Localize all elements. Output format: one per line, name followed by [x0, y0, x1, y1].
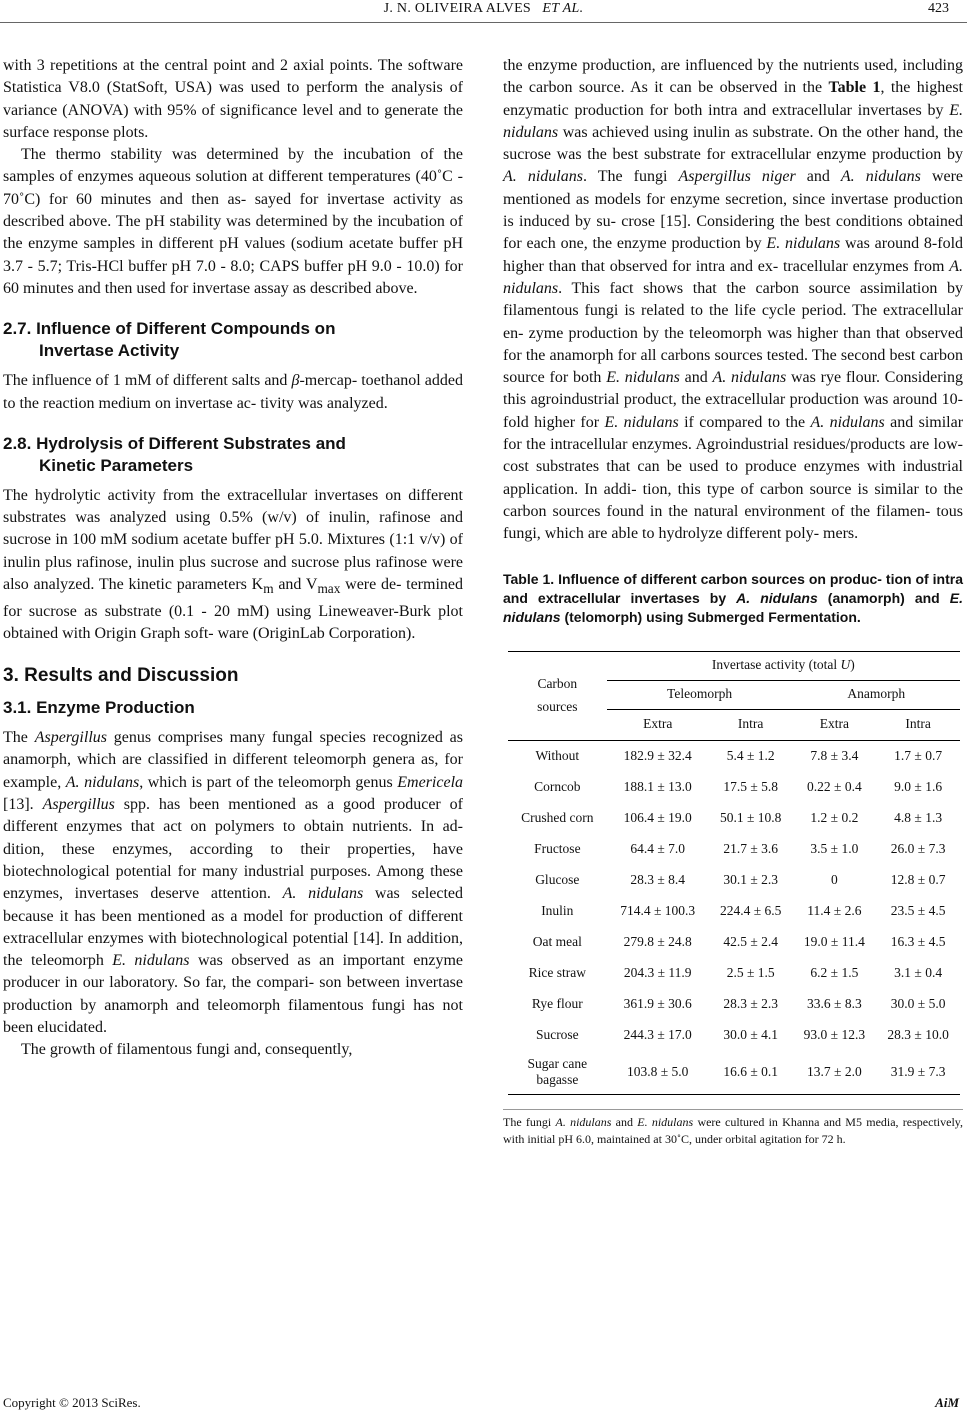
section-heading-3-1: 3.1. Enzyme Production: [3, 698, 195, 718]
cell-source: Crushed corn: [521, 809, 594, 825]
cell-t-extra: 279.8 ± 24.8: [623, 933, 692, 949]
table-row: [508, 989, 960, 1020]
table-row: [508, 740, 960, 772]
invertase-table: [508, 651, 960, 1096]
section-heading-3: 3. Results and Discussion: [3, 665, 239, 687]
cell-source: Inulin: [541, 902, 574, 918]
cell-a-intra: 1.7 ± 0.7: [894, 747, 943, 763]
cell-source: Rye flour: [531, 995, 583, 1011]
cell-t-extra: 714.4 ± 100.3: [620, 902, 696, 918]
cell-source: Sugar cane bagasse: [508, 1051, 607, 1095]
cell-source: Glucose: [535, 871, 580, 887]
page-number: 423: [928, 1, 949, 16]
cell-source: Corncob: [534, 778, 581, 794]
cell-a-extra: 33.6 ± 8.3: [807, 995, 862, 1011]
paragraph-hydrolysis: The hydrolytic activity from the extracellular invertases on different substrates was analyzed using 0.5% (w/v) of inulin, rafinose and sucrose in 100 mM sodium acetate buffer pH 5.0. Mixtures (1:1 v/v) of inulin plus rafinose, inulin plus sucrose and sucrose plus rafinose were also analyzed. The kinetic parameters $K_m$ and $V_{max}$ were de- termined for sucrose as substrate (0.1 - 20 mM) using Lineweaver-Burk plot obtained with Origin Graph soft- ware (OriginLab Corporation).: [3, 486, 463, 642]
header-authors: J. N. OLIVEIRA ALVES: [383, 1, 532, 16]
cell-t-intra: 17.5 ± 5.8: [723, 778, 778, 794]
table-row: [508, 1020, 960, 1051]
cell-t-extra: 244.3 ± 17.0: [623, 1026, 692, 1042]
section-heading-2-8: 2.8. Hydrolysis of Different Substrates and Kinetic Parameters: [3, 433, 346, 475]
cell-t-intra: 224.4 ± 6.5: [719, 902, 782, 918]
table-row: [508, 1051, 960, 1095]
cell-t-extra: 182.9 ± 32.4: [623, 747, 692, 763]
table-body: [508, 740, 960, 1051]
right-column: [503, 55, 963, 1148]
cell-a-intra: 23.5 ± 4.5: [890, 902, 946, 918]
cell-a-extra: 1.2 ± 0.2: [810, 809, 859, 825]
left-column: [3, 55, 463, 1062]
page-footer: [0, 1395, 967, 1415]
cell-t-extra: 204.3 ± 11.9: [623, 964, 692, 980]
table-row: [508, 896, 960, 927]
cell-a-extra: 0: [831, 871, 838, 887]
header-rule: [0, 22, 967, 23]
table-row: [508, 772, 960, 803]
cell-source: Rice straw: [528, 964, 586, 980]
cell-source: Fructose: [534, 840, 581, 856]
running-title: [0, 1, 967, 17]
cell-a-intra: 30.0 ± 5.0: [890, 995, 946, 1011]
cell-a-extra: 6.2 ± 1.5: [810, 964, 859, 980]
cell-t-intra: 21.7 ± 3.6: [723, 840, 778, 856]
cell-t-intra: 30.1 ± 2.3: [723, 871, 778, 887]
table-row: [508, 865, 960, 896]
cell-t-extra: 103.8 ± 5.0: [607, 1051, 709, 1095]
section-heading-2-7: 2.7. Influence of Different Compounds on Invertase Activity: [3, 319, 336, 361]
cell-a-extra: 13.7 ± 2.0: [793, 1051, 877, 1095]
table-row: [508, 803, 960, 834]
cell-a-intra: 16.3 ± 4.5: [890, 933, 946, 949]
cell-a-intra: 26.0 ± 7.3: [890, 840, 946, 856]
cell-a-intra: 3.1 ± 0.4: [894, 964, 943, 980]
cell-source: Oat meal: [532, 933, 582, 949]
cell-a-extra: 7.8 ± 3.4: [810, 747, 859, 763]
cell-t-intra: 42.5 ± 2.4: [723, 933, 778, 949]
cell-a-intra: 9.0 ± 1.6: [894, 778, 943, 794]
cell-a-extra: 19.0 ± 11.4: [803, 933, 865, 949]
cell-t-extra: 64.4 ± 7.0: [630, 840, 686, 856]
cell-t-extra: 188.1 ± 13.0: [623, 778, 692, 794]
table-row: [508, 958, 960, 989]
cell-t-intra: 28.3 ± 2.3: [723, 995, 778, 1011]
paragraph-compounds: The influence of 1 mM of different salts and β-mercap- toethanol added to the reaction medium on invertase ac- tivity was analyzed.: [3, 372, 464, 412]
cell-a-intra: 31.9 ± 7.3: [876, 1051, 960, 1095]
cell-a-extra: 0.22 ± 0.4: [807, 778, 862, 794]
cell-t-extra: 106.4 ± 19.0: [623, 809, 692, 825]
header-teleomorph: Teleomorph: [607, 680, 793, 709]
paragraph-growth: The growth of filamentous fungi and, consequently,: [21, 1041, 353, 1059]
cell-a-extra: 93.0 ± 12.3: [803, 1026, 866, 1042]
cell-t-intra: 50.1 ± 10.8: [719, 809, 782, 825]
cell-t-intra: 16.6 ± 0.1: [709, 1051, 793, 1095]
header-t-extra: Extra: [607, 709, 709, 740]
header-anamorph: Anamorph: [793, 680, 960, 709]
cell-t-intra: 2.5 ± 1.5: [726, 964, 775, 980]
cell-t-intra: 30.0 ± 4.1: [723, 1026, 778, 1042]
cell-t-intra: 5.4 ± 1.2: [726, 747, 775, 763]
paragraph-carbon-source: the enzyme production, are influenced by the nutrients used, including the carbon source. As it can be observed in the Table 1, the highest enzymatic production for both intra and extracellular invertases by E. nidulans was achieved using inulin as substrate. On the other hand, the sucrose was the best substrate for extracellular enzyme production by A. nidulans. The fungi Aspergillus niger and A. nidulans were mentioned as models for enzyme secretion, since invertase production is induced by su- crose [15]. Considering the best conditions obtained for each one, the enzyme production by E. nidulans was around 8-fold higher than that observed for intra and ex- tracellular enzymes from A. nidulans. This fact shows that the carbon source assimilation by filamentous fungi is related to the life cycle period. The extracellular en- zyme production by the teleomorph was higher than that observed for the anamorph for all carbons sources tested. The second best carbon source for both E. nidulans and A. nidulans was rye flour. Considering this agroindustrial product, the extracellular production was around 10-fold higher for E. nidulans if compared to the A. nidulans and similar for the intracellular enzymes. Agroindustrial residues/products are low-cost substrates that can be used to produce enzymes with industrial application. In addi- tion, this type of carbon source is similar to the carbon sources found in the natural environment of the filamen- tous fungi, which are able to hydrolyze different poly- mers.: [503, 57, 964, 543]
header-t-intra: Intra: [709, 709, 793, 740]
header-carbon-sources: Carbon sources: [508, 651, 607, 740]
copyright: Copyright © 2013 SciRes.: [3, 1395, 141, 1410]
cell-t-extra: 361.9 ± 30.6: [623, 995, 692, 1011]
cell-source: Without: [535, 747, 580, 763]
paragraph-design: with 3 repetitions at the central point and 2 axial points. The software Statistica V8.0 (StatSoft, USA) was used to perform the analysis of variance (ANOVA) with 95% of significance level and to generate the surface response plots.: [3, 57, 463, 141]
table-row: [508, 834, 960, 865]
paragraph-enzyme-production: The Aspergillus genus comprises many fungal species recognized as anamorph, which are classified in different teleomorph genera as, for example, A. nidulans, which is part of the teleomorph genus Emericela [13]. Aspergillus spp. has been mentioned as a good producer of different enzymes that act on polymers to obtain nutrients. In ad- dition, these enzymes, according to their properties, have biotechnological potential for many industrial purposes. Among these enzymes, invertases deserve attention. A. nidulans was selected because it has been mentioned as a model for production of different extracellular enzymes with biotechnological potential [14]. In addition, the teleomorph E. nidulans was observed as an important enzyme producer in our laboratory. So far, the compari- son between invertase production by anamorph and teleomorph filamentous fungi has not been elucidated.: [3, 729, 464, 1036]
cell-t-extra: 28.3 ± 8.4: [630, 871, 686, 887]
running-header: [0, 0, 967, 24]
header-et-al: ET AL.: [542, 1, 584, 16]
table-footnote: The fungi A. nidulans and E. nidulans were cultured in Khanna and M5 media, respectively, with initial pH 6.0, maintained at 30˚C, under orbital agitation for 72 h.: [503, 1109, 963, 1148]
journal-name: AiM: [935, 1395, 959, 1410]
cell-source: Sucrose: [535, 1026, 579, 1042]
cell-a-extra: 3.5 ± 1.0: [810, 840, 859, 856]
table-caption: Table 1. Influence of different carbon sources on produc- tion of intra and extracellular invertases by A. nidulans (anamorph) and E. nidulans (telomorph) using Submerged Fermentation.: [503, 570, 964, 625]
header-a-extra: Extra: [793, 709, 877, 740]
cell-a-intra: 12.8 ± 0.7: [890, 871, 946, 887]
paragraph-stability: The thermo stability was determined by the incubation of the samples of enzymes aqueous solution at different temperatures (40˚C - 70˚C) for 60 minutes and then as- sayed for invertase activity as described above. The pH stability was determined by the incubation of the enzyme samples in different pH values (sodium acetate buffer pH 3.7 - 5.7; Tris-HCl buffer pH 7.0 - 8.0; CAPS buffer pH 9.0 - 10.0) for 60 minutes and then used for invertase assay as described above.: [3, 146, 463, 297]
cell-a-extra: 11.4 ± 2.6: [807, 902, 862, 918]
cell-a-intra: 4.8 ± 1.3: [894, 809, 943, 825]
header-a-intra: Intra: [876, 709, 960, 740]
table-row: [508, 927, 960, 958]
cell-a-intra: 28.3 ± 10.0: [887, 1026, 949, 1042]
header-invertase-activity: Invertase activity (total U): [607, 651, 960, 680]
